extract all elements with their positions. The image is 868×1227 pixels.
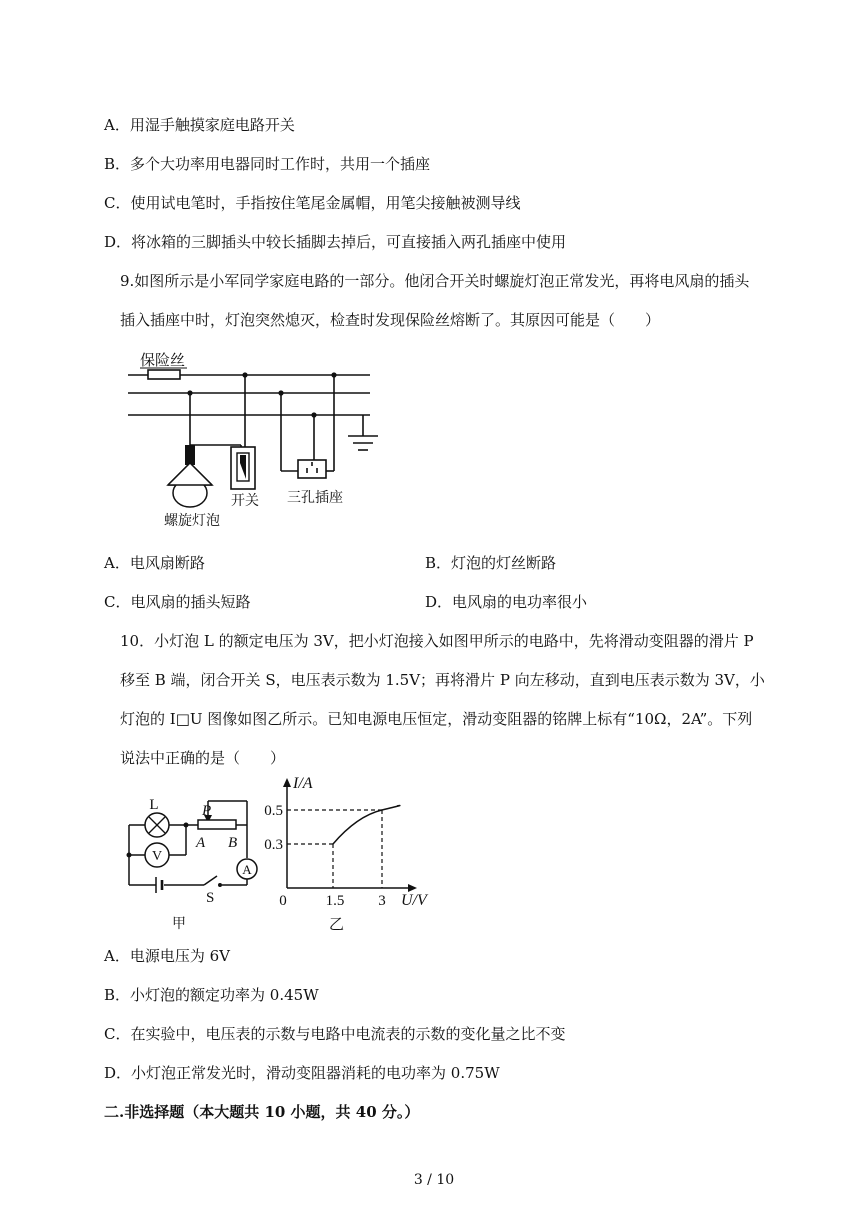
q8-option-b: B．多个大功率用电器同时工作时，共用一个插座 [104, 155, 431, 173]
rheostat-icon [198, 820, 236, 829]
switch-label: 开关 [231, 493, 259, 509]
end-a-label: A [196, 835, 206, 851]
q9-household-circuit-figure [120, 343, 390, 533]
q8-option-d: D．将冰箱的三脚插头中较长插脚去掉后，可直接插入两孔插座中使用 [104, 233, 567, 251]
q8-option-c: C．使用试电笔时，手指按住笔尾金属帽，用笔尖接触被测导线 [104, 194, 521, 212]
y-tick-0-3: 0.3 [264, 837, 283, 853]
ammeter-symbol: A [242, 862, 252, 877]
q10-option-a: A．电源电压为 6V [104, 947, 230, 965]
q10-stem-line3: 灯泡的 I□U 图像如图乙所示。已知电源电压恒定，滑动变阻器的铭牌上标有“10Ω，2A”。下列 [120, 710, 753, 728]
y-tick-0-5: 0.5 [264, 803, 283, 819]
q9-option-c: C．电风扇的插头短路 [104, 593, 251, 611]
page-number: 3 / 10 [413, 1172, 455, 1188]
q9-stem-line2: 插入插座中时，灯泡突然熄灭，检查时发现保险丝熔断了。其原因可能是（ ） [120, 311, 661, 329]
switch-s-label: S [206, 890, 215, 906]
q9-stem-line1: 9.如图所示是小军同学家庭电路的一部分。他闭合开关时螺旋灯泡正常发光，再将电风扇的插头 [120, 272, 750, 290]
voltmeter-symbol: V [151, 849, 163, 864]
q10-option-c: C．在实验中，电压表的示数与电路中电流表的示数的变化量之比不变 [104, 1025, 566, 1043]
three-hole-socket-icon [298, 460, 326, 478]
spiral-bulb-icon [168, 445, 212, 507]
graph-caption: 乙 [329, 917, 345, 933]
q9-option-d: D．电风扇的电功率很小 [425, 593, 588, 611]
lamp-icon [145, 813, 169, 837]
q8-option-a: A．用湿手触摸家庭电路开关 [104, 116, 295, 134]
origin-label: 0 [279, 893, 287, 909]
q10-stem-line2: 移至 B 端，闭合开关 S，电压表示数为 1.5V；再将滑片 P 向左移动，直到电压表示数为 3V，小 [120, 671, 765, 689]
q10-circuit-diagram [120, 785, 270, 935]
wall-switch-icon [231, 447, 255, 489]
end-b-label: B [228, 835, 238, 851]
q10-option-d: D．小灯泡正常发光时，滑动变阻器消耗的电功率为 0.75W [104, 1064, 500, 1082]
fuse-label: 保险丝 [140, 351, 186, 369]
q10-iu-graph [255, 770, 445, 935]
circuit-caption: 甲 [172, 917, 186, 932]
q10-stem-line1: 10．小灯泡 L 的额定电压为 3V，把小灯泡接入如图甲所示的电路中，先将滑动变阻器的滑片 P [120, 632, 754, 650]
section-2-title: 二.非选择题（本大题共 10 小题，共 40 分。） [104, 1103, 420, 1121]
slider-label: P [202, 803, 212, 819]
x-axis-label: U/V [401, 892, 427, 909]
q10-option-b: B．小灯泡的额定功率为 0.45W [104, 986, 319, 1004]
iu-curve [333, 806, 400, 845]
x-tick-1-5: 1.5 [325, 893, 345, 909]
q9-option-b: B．灯泡的灯丝断路 [425, 554, 557, 572]
x-tick-3: 3 [378, 893, 386, 909]
q9-option-a: A．电风扇断路 [104, 554, 205, 572]
socket-label: 三孔插座 [287, 490, 343, 506]
bulb-label: 螺旋灯泡 [164, 513, 220, 529]
q10-stem-line4: 说法中正确的是（ ） [120, 749, 286, 767]
lamp-label: L [149, 797, 159, 813]
y-axis-label: I/A [293, 775, 313, 792]
